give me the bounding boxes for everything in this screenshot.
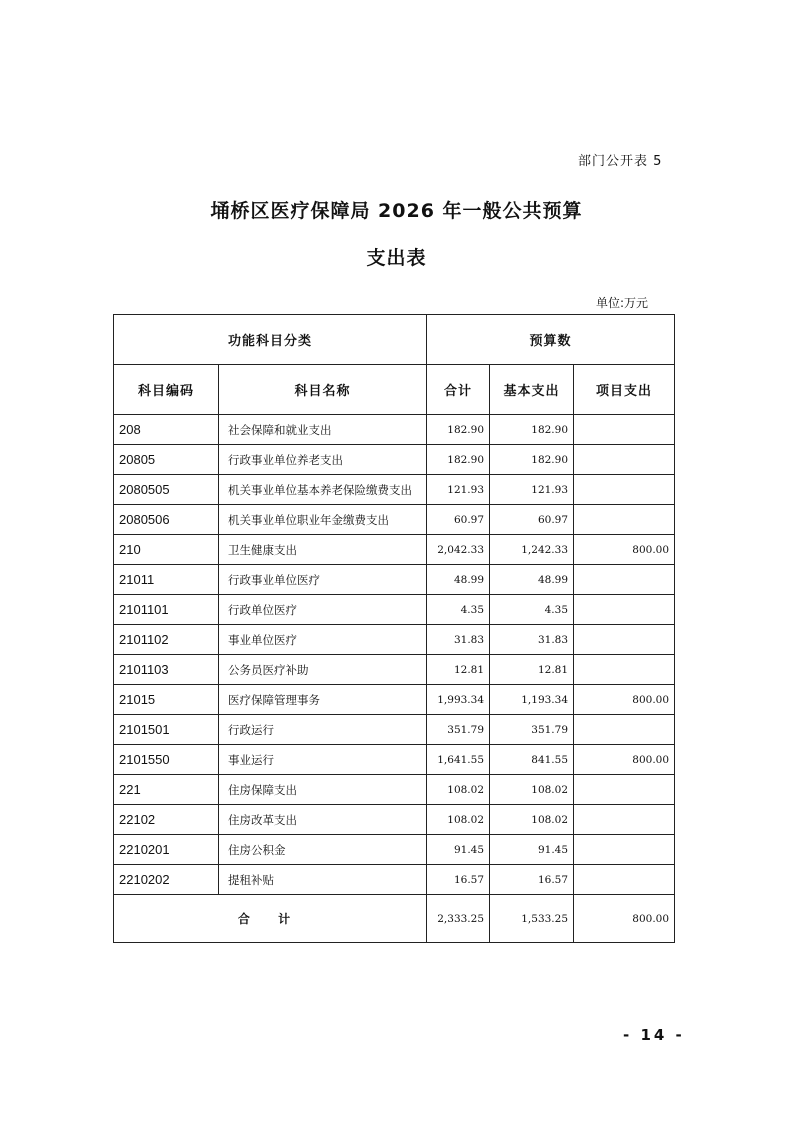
subject-name-cell: 卫生健康支出 (219, 535, 427, 565)
subject-name-cell: 行政事业单位医疗 (219, 565, 427, 595)
subject-code-cell: 2101103 (114, 655, 219, 685)
grand-project-cell: 800.00 (574, 895, 675, 943)
project-amount-cell (574, 775, 675, 805)
subject-name-cell: 住房保障支出 (219, 775, 427, 805)
table-row (114, 685, 675, 715)
total-amount-cell: 48.99 (427, 565, 490, 595)
project-amount-cell (574, 445, 675, 475)
project-amount-cell (574, 565, 675, 595)
subject-code-cell: 21011 (114, 565, 219, 595)
table-row (114, 415, 675, 445)
subject-code-cell: 2210201 (114, 835, 219, 865)
total-amount-cell: 182.90 (427, 445, 490, 475)
project-amount-cell: 800.00 (574, 745, 675, 775)
page-number: - 14 - (623, 1026, 685, 1044)
table-row (114, 745, 675, 775)
total-amount-cell: 1,993.34 (427, 685, 490, 715)
total-column-header: 合计 (427, 365, 490, 415)
project-amount-cell (574, 475, 675, 505)
table-row (114, 655, 675, 685)
project-amount-cell (574, 835, 675, 865)
table-row (114, 445, 675, 475)
project-amount-cell: 800.00 (574, 685, 675, 715)
subject-code-cell: 2210202 (114, 865, 219, 895)
subject-name-cell: 医疗保障管理事务 (219, 685, 427, 715)
subject-code-cell: 221 (114, 775, 219, 805)
subject-code-cell: 2101501 (114, 715, 219, 745)
total-label: 合 计 (114, 895, 427, 943)
subject-name-cell: 行政事业单位养老支出 (219, 445, 427, 475)
subject-name-cell: 事业单位医疗 (219, 625, 427, 655)
subject-code-cell: 2080506 (114, 505, 219, 535)
subject-code-cell: 2101102 (114, 625, 219, 655)
project-amount-cell (574, 625, 675, 655)
basic-amount-cell: 182.90 (490, 415, 574, 445)
total-amount-cell: 4.35 (427, 595, 490, 625)
project-amount-cell (574, 415, 675, 445)
total-amount-cell: 16.57 (427, 865, 490, 895)
subject-code-cell: 2080505 (114, 475, 219, 505)
grand-total-cell: 2,333.25 (427, 895, 490, 943)
total-amount-cell: 2,042.33 (427, 535, 490, 565)
subject-name-cell: 社会保障和就业支出 (219, 415, 427, 445)
project-column-header: 项目支出 (574, 365, 675, 415)
subject-name-cell: 行政运行 (219, 715, 427, 745)
basic-amount-cell: 1,193.34 (490, 685, 574, 715)
project-amount-cell (574, 865, 675, 895)
table-row (114, 535, 675, 565)
total-row (114, 895, 675, 943)
subject-name-cell: 公务员医疗补助 (219, 655, 427, 685)
project-amount-cell (574, 595, 675, 625)
basic-amount-cell: 12.81 (490, 655, 574, 685)
table-row (114, 565, 675, 595)
name-column-header: 科目名称 (219, 365, 427, 415)
page-subtitle: 支出表 (366, 247, 427, 269)
table-row (114, 625, 675, 655)
table-row (114, 595, 675, 625)
basic-amount-cell: 108.02 (490, 805, 574, 835)
total-amount-cell: 351.79 (427, 715, 490, 745)
table-row (114, 835, 675, 865)
table-row (114, 865, 675, 895)
basic-amount-cell: 48.99 (490, 565, 574, 595)
basic-amount-cell: 351.79 (490, 715, 574, 745)
table-row (114, 475, 675, 505)
basic-amount-cell: 121.93 (490, 475, 574, 505)
total-amount-cell: 91.45 (427, 835, 490, 865)
table-row (114, 715, 675, 745)
table-row (114, 505, 675, 535)
column-header-row (114, 365, 675, 415)
total-amount-cell: 182.90 (427, 415, 490, 445)
subject-code-cell: 22102 (114, 805, 219, 835)
project-amount-cell (574, 715, 675, 745)
total-amount-cell: 108.02 (427, 805, 490, 835)
total-amount-cell: 31.83 (427, 625, 490, 655)
project-amount-cell (574, 505, 675, 535)
table-row (114, 805, 675, 835)
project-amount-cell (574, 805, 675, 835)
subject-code-cell: 2101101 (114, 595, 219, 625)
total-amount-cell: 121.93 (427, 475, 490, 505)
subject-code-cell: 210 (114, 535, 219, 565)
group-header-row (114, 315, 675, 365)
subject-name-cell: 提租补贴 (219, 865, 427, 895)
total-amount-cell: 12.81 (427, 655, 490, 685)
grand-basic-cell: 1,533.25 (490, 895, 574, 943)
basic-amount-cell: 91.45 (490, 835, 574, 865)
page-title: 埇桥区医疗保障局 2026 年一般公共预算 (210, 200, 583, 222)
budget-table (113, 314, 675, 943)
basic-column-header: 基本支出 (490, 365, 574, 415)
total-amount-cell: 108.02 (427, 775, 490, 805)
basic-amount-cell: 1,242.33 (490, 535, 574, 565)
basic-amount-cell: 4.35 (490, 595, 574, 625)
subject-name-cell: 机关事业单位基本养老保险缴费支出 (219, 475, 427, 505)
basic-amount-cell: 31.83 (490, 625, 574, 655)
basic-amount-cell: 841.55 (490, 745, 574, 775)
basic-amount-cell: 16.57 (490, 865, 574, 895)
subject-code-cell: 208 (114, 415, 219, 445)
subject-code-cell: 21015 (114, 685, 219, 715)
basic-amount-cell: 108.02 (490, 775, 574, 805)
subject-name-cell: 住房改革支出 (219, 805, 427, 835)
unit-label: 单位:万元 (596, 296, 649, 310)
project-amount-cell: 800.00 (574, 535, 675, 565)
basic-amount-cell: 60.97 (490, 505, 574, 535)
subject-code-cell: 2101550 (114, 745, 219, 775)
project-amount-cell (574, 655, 675, 685)
subject-code-cell: 20805 (114, 445, 219, 475)
subject-name-cell: 事业运行 (219, 745, 427, 775)
basic-amount-cell: 182.90 (490, 445, 574, 475)
budget-header: 预算数 (427, 315, 675, 365)
code-column-header: 科目编码 (114, 365, 219, 415)
form-number: 部门公开表 5 (578, 154, 663, 169)
subject-name-cell: 机关事业单位职业年金缴费支出 (219, 505, 427, 535)
subject-name-cell: 住房公积金 (219, 835, 427, 865)
table-row (114, 775, 675, 805)
total-amount-cell: 60.97 (427, 505, 490, 535)
subject-name-cell: 行政单位医疗 (219, 595, 427, 625)
total-amount-cell: 1,641.55 (427, 745, 490, 775)
classification-header: 功能科目分类 (114, 315, 427, 365)
